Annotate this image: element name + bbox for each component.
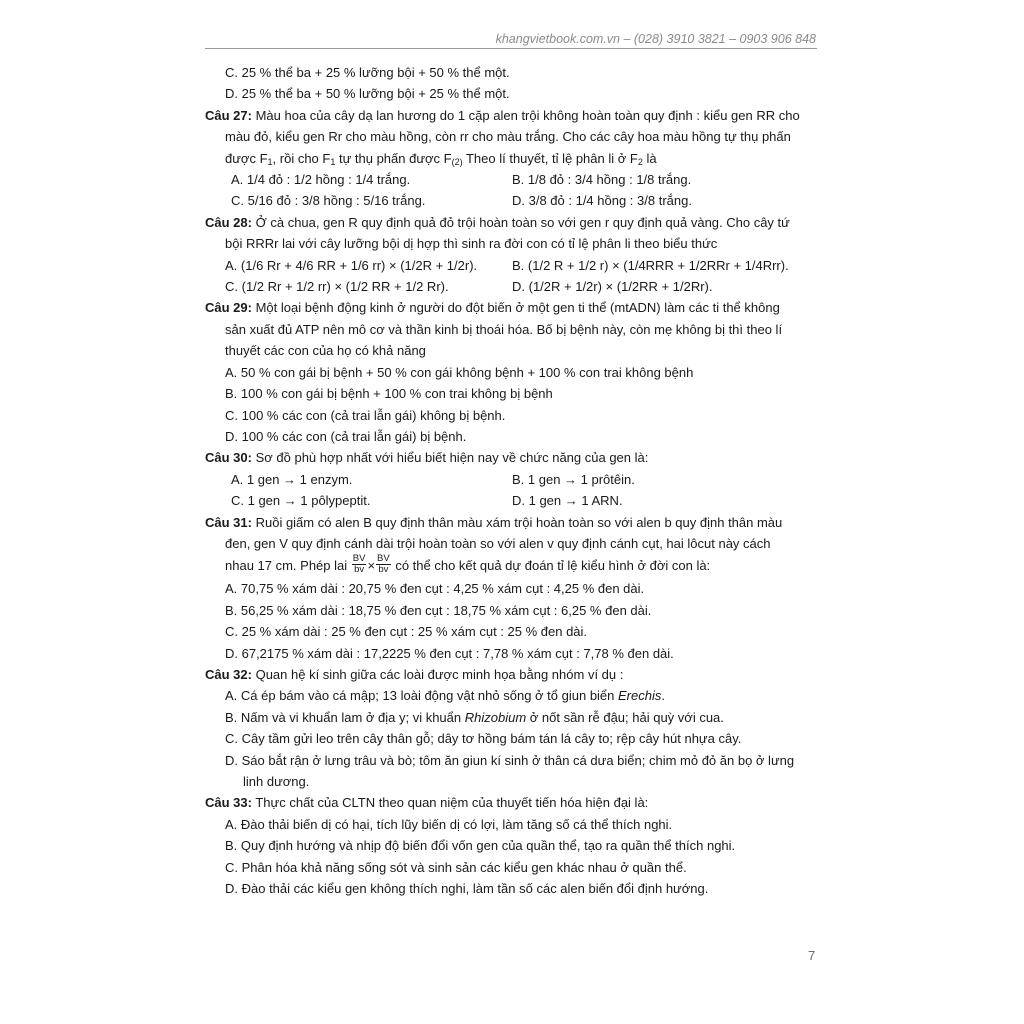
genotype-fraction: $\frac{BV}{bv}$ [352, 553, 366, 576]
answer-a: A. Đào thải biến dị có hại, tích lũy biến dị có lợi, làm tăng số cá thể thích nghi. [225, 816, 673, 832]
answer-row [205, 255, 817, 276]
option-c: C. 25 % thể ba + 25 % lưỡng bội + 50 % thể một. [225, 65, 510, 80]
question-text: Một loại bệnh động kinh ở người do đột biến ở một gen ti thể (mtADN) làm các ti thể không [255, 300, 780, 316]
answer-row [205, 169, 817, 190]
question-32 [205, 664, 817, 685]
answer-b: B. 1 gen → 1 prôtêin. [512, 471, 635, 487]
option-d: D. 25 % thể ba + 50 % lưỡng bội + 25 % thể một. [225, 86, 510, 102]
question-label: Câu 29: [205, 300, 252, 316]
answer-c: C. Cây tầm gửi leo trên cây thân gỗ; dây tơ hồng bám tán lá cây to; rệp cây hút nhựa cây. [225, 731, 742, 747]
answer-d: D. 1 gen → 1 ARN. [512, 493, 623, 509]
answer-c: C. 1 gen → 1 pôlypeptit. [231, 493, 371, 509]
question-31 [205, 512, 817, 533]
question-text: Màu hoa của cây dạ lan hương do 1 cặp alen trội không hoàn toàn quy định : kiểu gen RR cho [255, 107, 800, 123]
question-text: được $F_1$, rồi cho $F_1$ tự thụ phấn được $F_{(2)}$ Theo lí thuyết, tỉ lệ phân li ở $F_2$ là [225, 150, 657, 167]
question-label: Câu 31: [205, 514, 252, 530]
page-content [205, 62, 817, 899]
answer-b: B. Nấm và vi khuẩn lam ở địa y; vi khuẩn Rhizobium ở nốt sần rễ đậu; hải quỳ với cua. [225, 709, 724, 725]
question-text: thuyết các con của họ có khả năng [225, 343, 426, 359]
page-number: 7 [808, 948, 816, 963]
answer-d-continued: linh dương. [243, 774, 310, 789]
answer-c: C. (1/2 Rr + 1/2 rr) × (1/2 RR + 1/2 Rr). [225, 279, 449, 295]
header-divider [205, 48, 817, 49]
question-label: Câu 27: [205, 107, 252, 123]
page-header: khangvietbook.com.vn – (028) 3910 3821 – 0903 906 848 [495, 32, 816, 46]
answer-row [205, 276, 817, 297]
answer-c: C. Phân hóa khả năng sống sót và sinh sản các kiểu gen khác nhau ở quần thể. [225, 859, 687, 875]
answer-a: A. 50 % con gái bị bệnh + 50 % con gái không bệnh + 100 % con trai không bệnh [225, 364, 694, 380]
answer-d: D. (1/2R + 1/2r) × (1/2RR + 1/2Rr). [512, 279, 713, 295]
question-28 [205, 212, 817, 233]
answer-d: D. Đào thải các kiểu gen không thích nghi, làm tần số các alen biến đổi định hướng. [225, 881, 709, 897]
answer-a: A. Cá ép bám vào cá mập; 13 loài động vật nhỏ sống ở tổ giun biển Erechis. [225, 688, 665, 704]
answer-d: D. 67,2175 % xám dài : 17,2225 % đen cụt : 7,78 % xám cụt : 7,78 % đen dài. [225, 645, 674, 661]
answer-b: B. 100 % con gái bị bệnh + 100 % con trai không bị bệnh [225, 386, 553, 402]
question-27 [205, 105, 817, 126]
answer-row [205, 469, 817, 490]
question-label: Câu 32: [205, 666, 252, 682]
answer-a: A. 70,75 % xám dài : 20,75 % đen cụt : 4,25 % xám cụt : 4,25 % đen dài. [225, 581, 645, 597]
answer-row [205, 190, 817, 211]
answer-c: C. 5/16 đỏ : 3/8 hồng : 5/16 trắng. [231, 193, 426, 209]
answer-c: C. 100 % các con (cả trai lẫn gái) không bị bệnh. [225, 407, 506, 423]
answer-b: B. 56,25 % xám dài : 18,75 % đen cụt : 18,75 % xám cụt : 6,25 % đen dài. [225, 602, 652, 618]
answer-b: B. 1/8 đỏ : 3/4 hồng : 1/8 trắng. [512, 172, 692, 188]
question-label: Câu 30: [205, 450, 252, 466]
question-text: đen, gen V quy định cánh dài trội hoàn toàn so với alen v quy định cánh cụt, hai lôcut này cách [225, 535, 771, 551]
answer-b: B. (1/2 R + 1/2 r) × (1/4RRR + 1/2RRr + 1/4Rrr). [512, 257, 789, 273]
answer-a: A. 1/4 đỏ : 1/2 hồng : 1/4 trắng. [231, 172, 411, 188]
question-text: Thực chất của CLTN theo quan niệm của thuyết tiến hóa hiện đại là: [255, 795, 649, 811]
question-text: Ruồi giấm có alen B quy định thân màu xám trội hoàn toàn so với alen b quy định thân màu [255, 514, 783, 530]
question-text: bội RRRr lai với cây lưỡng bội dị hợp thì sinh ra đời con có tỉ lệ phân li theo biểu thức [225, 236, 718, 252]
answer-d: D. 100 % các con (cả trai lẫn gái) bị bệnh. [225, 428, 467, 444]
question-30 [205, 447, 817, 468]
question-text: sản xuất đủ ATP nên mô cơ và thần kinh bị thoái hóa. Bố bị bệnh này, còn mẹ không bị thì theo lí [225, 321, 783, 337]
question-text: Ở cà chua, gen R quy định quả đỏ trội hoàn toàn so với gen r quy định quả vàng. Cho cây tứ [255, 214, 790, 230]
question-label: Câu 33: [205, 795, 252, 811]
question-text: màu đỏ, kiểu gen Rr cho màu hồng, còn rr cho màu trắng. Cho các cây hoa màu hồng tự thụ phấn [225, 129, 791, 145]
question-29 [205, 297, 817, 318]
question-label: Câu 28: [205, 214, 252, 230]
question-33 [205, 792, 817, 813]
answer-c: C. 25 % xám dài : 25 % đen cụt : 25 % xám cụt : 25 % đen dài. [225, 624, 588, 640]
answer-a: A. 1 gen → 1 enzym. [231, 471, 353, 487]
question-text: nhau 17 cm. Phép lai $\frac{BV}{bv}$ × $\frac{BV}{bv}$ có thể cho kết quả dự đoán tỉ lệ kiểu hình ở đời con là: [225, 553, 711, 576]
answer-b: B. Quy định hướng và nhịp độ biến đổi vốn gen của quần thể, tạo ra quần thể thích nghi. [225, 838, 736, 854]
question-text: Quan hệ kí sinh giữa các loài được minh họa bằng nhóm ví dụ : [255, 666, 624, 682]
answer-row [205, 490, 817, 511]
answer-a: A. (1/6 Rr + 4/6 RR + 1/6 rr) × (1/2R + 1/2r). [225, 257, 478, 273]
question-text: Sơ đồ phù hợp nhất với hiểu biết hiện nay về chức năng của gen là: [255, 450, 649, 466]
genotype-fraction: $\frac{BV}{bv}$ [377, 553, 390, 576]
answer-d: D. Sáo bắt rận ở lưng trâu và bò; tôm ăn giun kí sinh ở thân cá dưa biển; chim mỏ đỏ ăn bọ ở lưng [225, 752, 795, 768]
answer-d: D. 3/8 đỏ : 1/4 hồng : 3/8 trắng. [512, 193, 692, 209]
